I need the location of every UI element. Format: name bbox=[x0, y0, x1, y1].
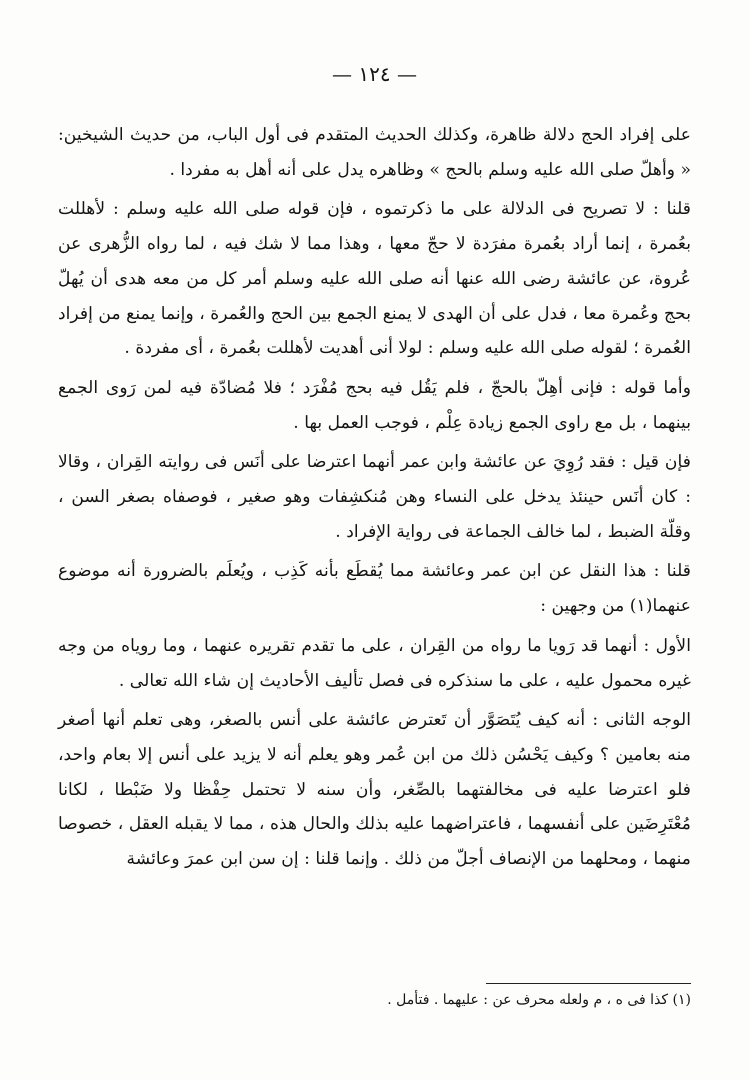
paragraph-1: على إفراد الحج دلالة ظاهرة، وكذلك الحديث المتقدم فى أول الباب، من حديث الشيخين: « وأهلّ صلى الله عليه وسلم بالحج » وظاهره يدل على أنه أهل به مفردا . bbox=[58, 125, 691, 180]
footnote: (١) كذا فى ه ، م ولعله محرف عن : عليهما . فتأمل . bbox=[387, 992, 691, 1008]
paragraph-2: قلنا : لا تصريح فى الدلالة على ما ذكرتموه ، فإن قوله صلى الله عليه وسلم : لأهللت بعُمرة ، إنما أراد بعُمرة مفرَدة لا حجّ معها ، وهذا مما لا شك فيه ، لما رواه الزُّهرى عن عُروة، عن عائشة رضى الله عنها أنه صلى الله عليه وسلم أمر كل من معه هدى أن يُهلّ بحج وعُمرة معا ، فدل على أن الهدى لا يمنع الجمع بين الحج والعُمرة ، وإنما يمنع من إفراد العُمرة ؛ لقوله صلى الله عليه وسلم : لولا أنى أهديت لأهللت بعُمرة ، أى مفردة . bbox=[58, 199, 691, 359]
paragraph-6: الأول : أنهما قد رَويا ما رواه من القِران ، على ما تقدم تقريره عنهما ، وما روياه من وجه غيره محمول عليه ، على ما سنذكره فى فصل تأليف الأحاديث إن شاء الله تعالى . bbox=[58, 635, 691, 691]
page-number: — ١٢٤ — bbox=[332, 62, 417, 86]
paragraph-4: فإن قيل : فقد رُوِيَ عن عائشة وابن عمر أنهما اعترضا على أنَس فى روايته القِران ، وقالا : كان أنَس حينئذ يدخل على النساء وهن مُنكشِفات وهو صغير ، فوصفاه بصغر السن ، وقلّة الضبط ، لما خالف الجماعة فى رواية الإفراد . bbox=[58, 452, 691, 542]
paragraph-5: قلنا : هذا النقل عن ابن عمر وعائشة مما يُقطَع بأنه كَذِب ، ويُعلَم بالضرورة أنه موضوع عنهما(١) من وجهين : bbox=[58, 561, 691, 617]
paragraph-3: وأما قوله : فإنى أهِلّ بالحجّ ، فلم يَقُل فيه بحج مُفْرَد ؛ فلا مُضادّة فيه لمن رَوى الجمع بينهما ، بل مع راوى الجمع زيادة عِلْم ، فوجب العمل بها . bbox=[58, 377, 691, 433]
footnote-divider bbox=[486, 983, 691, 984]
document-page bbox=[58, 0, 691, 1080]
paragraph-7: الوجه الثانى : أنه كيف يُتَصَوَّر أن تَعترض عائشة على أنس بالصغر، وهى تعلم أنها أصغر منه بعامين ؟ وكيف يَحْسُن ذلك من ابن عُمر وهو يعلم أنه لا يزيد على أنس إلا بعام واحد، فلو اعترضا عليه فى مخالفتهما بالصِّغر، وأن سنه لا تحتمل حِفْظا ولا ضَبْطا ، لكانا مُعْتَرِضَين على أنفسهما ، فاعتراضهما عليه بذلك والحال هذه ، مما لا يقبله العقل ، خصوصا منهما ، ومحلهما من الإنصاف أجلّ من ذلك . وإنما قلنا : إن سن ابن عمرَ وعائشة bbox=[58, 710, 691, 870]
main-text bbox=[58, 118, 691, 877]
